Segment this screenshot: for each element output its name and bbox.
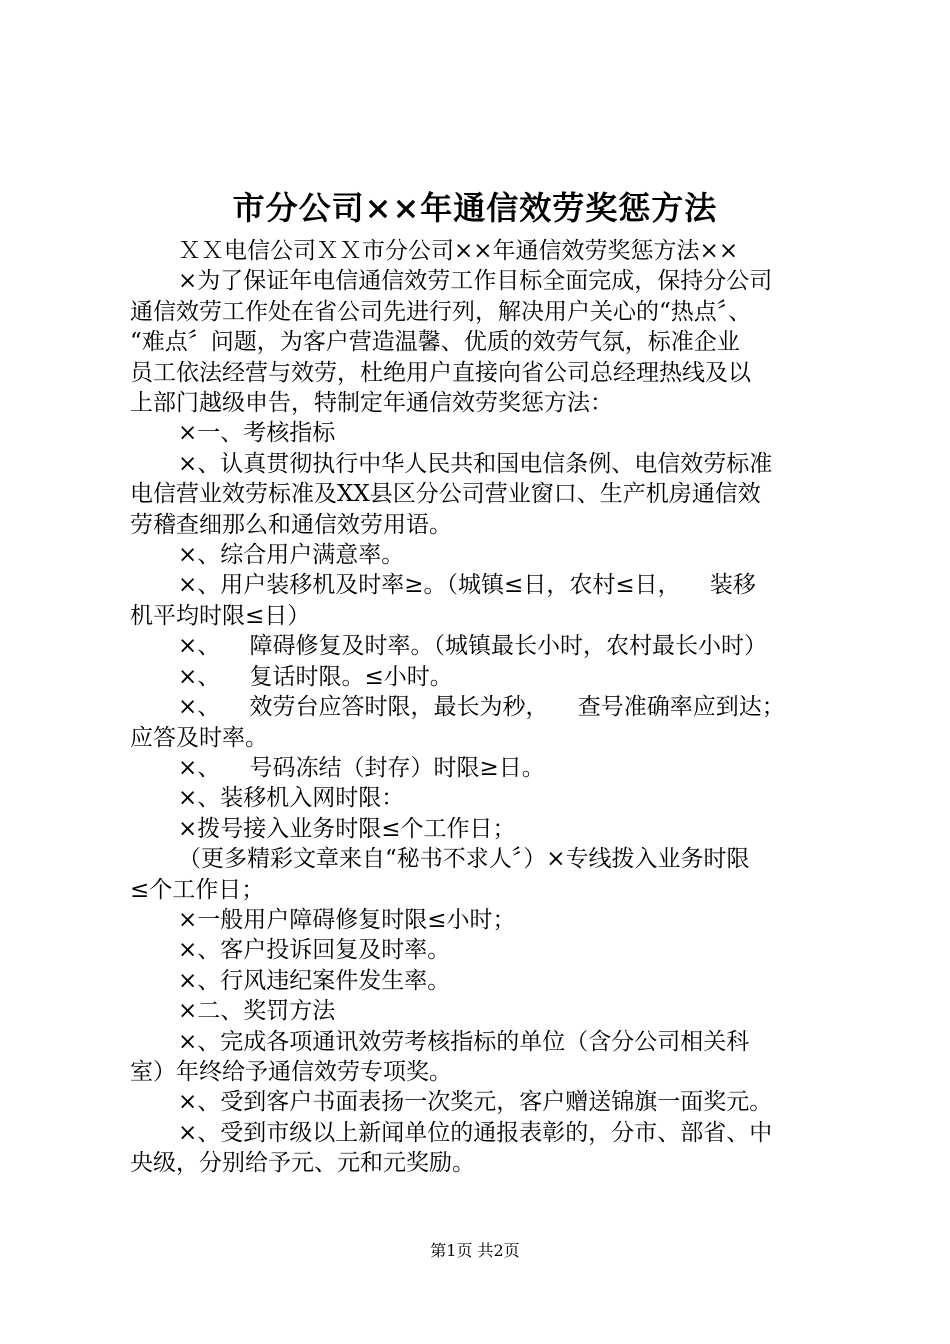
paragraph-line: “难点〞问题，为客户营造温馨、优质的效劳气氛，标准企业 <box>130 329 740 356</box>
paragraph-line: ×一、考核指标 <box>178 420 336 447</box>
paragraph-line: ×、用户装移机及时率≥。（城镇≤日，农村≤日， 装移 <box>178 572 756 599</box>
paragraph-line: ×、 障碍修复及时率。（城镇最长小时，农村最长小时） <box>178 633 768 660</box>
paragraph-line: 通信效劳工作处在省公司先进行列，解决用户关心的“热点〞、 <box>130 298 752 325</box>
paragraph-line: ×、认真贯彻执行中华人民共和国电信条例、电信效劳标准 <box>178 450 773 477</box>
paragraph-line: （更多精彩文章来自“秘书不求人〞）×专线拨入业务时限 <box>178 846 750 873</box>
paragraph-line: ＸＸ电信公司ＸＸ市分公司××年通信效劳奖惩方法×× <box>178 238 739 264</box>
paragraph-line: ×、装移机入网时限： <box>178 785 405 812</box>
paragraph-line: ×、 复话时限。≤小时。 <box>178 663 453 690</box>
paragraph-line: ×、受到客户书面表扬一次奖元，客户赠送锦旗一面奖元。 <box>178 1089 773 1116</box>
paragraph-line: ×、完成各项通讯效劳考核指标的单位（含分公司相关科 <box>178 1028 750 1055</box>
paragraph-line: 员工依法经营与效劳，杜绝用户直接向省公司总经理热线及以 <box>130 359 751 386</box>
paragraph-line: ×、行风违纪案件发生率。 <box>178 967 451 994</box>
document-body <box>130 236 830 1179</box>
paragraph-line: ≤个工作日； <box>130 876 265 903</box>
paragraph-line: ×、 号码冻结（封存）时限≥日。 <box>178 754 545 781</box>
paragraph-line: 上部门越级申告，特制定年通信效劳奖惩方法： <box>130 390 613 417</box>
paragraph-line: ×拨号接入业务时限≤个工作日； <box>178 815 516 842</box>
page-number: 第1页 共2页 <box>430 1241 520 1260</box>
paragraph-line: ×一般用户障碍修复时限≤小时； <box>178 906 516 933</box>
paragraph-line: 应答及时率。 <box>130 724 268 751</box>
paragraph-line: ×二、奖罚方法 <box>178 998 336 1025</box>
paragraph-line: 央级，分别给予元、元和元奖励。 <box>130 1150 475 1177</box>
paragraph-line: ×、 效劳台应答时限，最长为秒， 查号准确率应到达； <box>178 694 785 721</box>
paragraph-line: ×为了保证年电信通信效劳工作目标全面完成，保持分公司 <box>178 268 773 295</box>
paragraph-line: 电信营业效劳标准及XX县区分公司营业窗口、生产机房通信效 <box>130 481 761 508</box>
paragraph-line: ×、客户投诉回复及时率。 <box>178 937 451 964</box>
document-title: 市分公司××年通信效劳奖惩方法 <box>232 189 718 227</box>
paragraph-line: ×、综合用户满意率。 <box>178 542 405 569</box>
paragraph-line: 室）年终给予通信效劳专项奖。 <box>130 1058 452 1085</box>
paragraph-line: 机平均时限≤日） <box>130 602 311 629</box>
paragraph-line: ×、受到市级以上新闻单位的通报表彰的，分市、部省、中 <box>178 1119 773 1146</box>
paragraph-line: 劳稽查细那么和通信效劳用语。 <box>130 511 452 538</box>
